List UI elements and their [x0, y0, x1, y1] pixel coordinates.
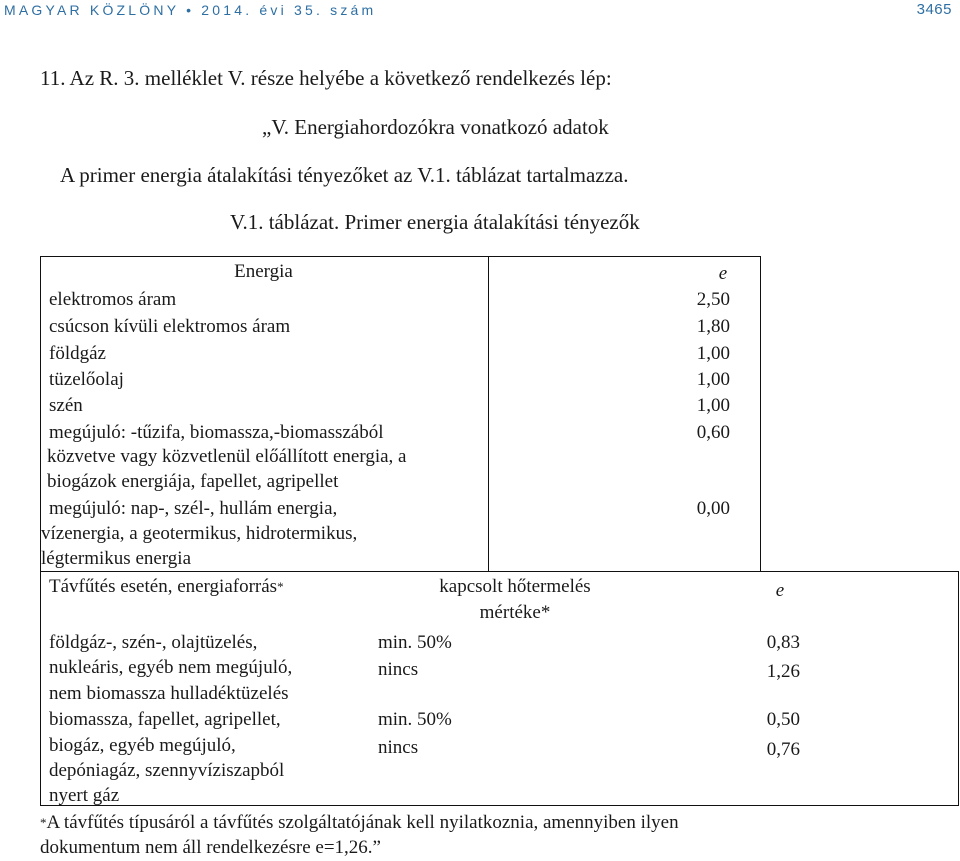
footnote-line: *A távfűtés típusáról a távfűtés szolgáltatójának kell nyilatkoznia, amennyiben ilyen: [40, 812, 679, 833]
factor-value: 0,76: [766, 739, 800, 760]
group-label-line: biogáz, egyéb megújuló,: [49, 735, 236, 756]
header-cogen: kapcsolt hőtermelés: [439, 576, 591, 597]
row-value: 0,00: [696, 498, 730, 519]
table-caption: V.1. táblázat. Primer energia átalakítási tényezők: [230, 210, 640, 234]
header-energy: Energia: [234, 261, 293, 282]
cogen-share: min. 50%: [378, 709, 452, 730]
item-intro: 11. Az R. 3. melléklet V. része helyébe a következő rendelkezés lép:: [40, 66, 612, 90]
group-label-line: nukleáris, egyéb nem megújuló,: [49, 657, 293, 678]
footnote-mark: *: [40, 815, 47, 830]
row-label-line: közvetve vagy közvetlenül előállított energia, a: [47, 446, 407, 467]
group-label-line: földgáz-, szén-, olajtüzelés,: [49, 632, 258, 653]
row-value: 1,00: [696, 343, 730, 364]
row-value: 1,00: [696, 369, 730, 390]
row-label: szén: [49, 395, 83, 416]
section-sentence: A primer energia átalakítási tényezőket az V.1. táblázat tartalmazza.: [60, 163, 629, 187]
row-value: 0,60: [696, 422, 730, 443]
row-label: csúcson kívüli elektromos áram: [49, 316, 291, 337]
row-value: 1,00: [696, 395, 730, 416]
gazette-title: MAGYAR KÖZLÖNY • 2014. évi 35. szám: [4, 2, 377, 18]
row-label: földgáz: [49, 343, 106, 364]
header-source: Távfűtés esetén, energiaforrás*: [49, 576, 284, 597]
page-number: 3465: [916, 1, 952, 18]
energy-factor-table-right-edge: [761, 256, 959, 572]
cogen-share: min. 50%: [378, 632, 452, 653]
header-cogen: mértéke*: [479, 602, 551, 623]
column-divider: [488, 257, 489, 571]
row-value: 2,50: [696, 289, 730, 310]
row-label-line: vízenergia, a geotermikus, hidrotermikus,: [41, 523, 358, 544]
group-label-line: biomassza, fapellet, agripellet,: [49, 709, 281, 730]
group-label-line: nem biomassza hulladéktüzelés: [49, 683, 289, 704]
header-e: e: [718, 263, 728, 284]
cogen-share: nincs: [378, 659, 419, 680]
row-label: elektromos áram: [49, 289, 177, 310]
cogen-share: nincs: [378, 737, 419, 758]
factor-value: 0,83: [766, 632, 800, 653]
factor-value: 1,26: [766, 661, 800, 682]
group-label-line: nyert gáz: [49, 785, 120, 806]
row-value: 1,80: [696, 316, 730, 337]
section-title: „V. Energiahordozókra vonatkozó adatok: [262, 115, 609, 139]
row-label-line: légtermikus energia: [41, 548, 192, 569]
row-label-line: megújuló: -tűzifa, biomassza,-biomasszából: [49, 422, 384, 443]
row-label: tüzelőolaj: [49, 369, 124, 390]
footnote-line: dokumentum nem áll rendelkezésre e=1,26.”: [40, 837, 381, 858]
factor-value: 0,50: [766, 709, 800, 730]
group-label-line: depóniagáz, szennyvíziszapból: [49, 760, 285, 781]
row-label-line: megújuló: nap-, szél-, hullám energia,: [49, 498, 338, 519]
row-label-line: biogázok energiája, fapellet, agripellet: [47, 471, 339, 492]
header-e: e: [775, 580, 785, 601]
